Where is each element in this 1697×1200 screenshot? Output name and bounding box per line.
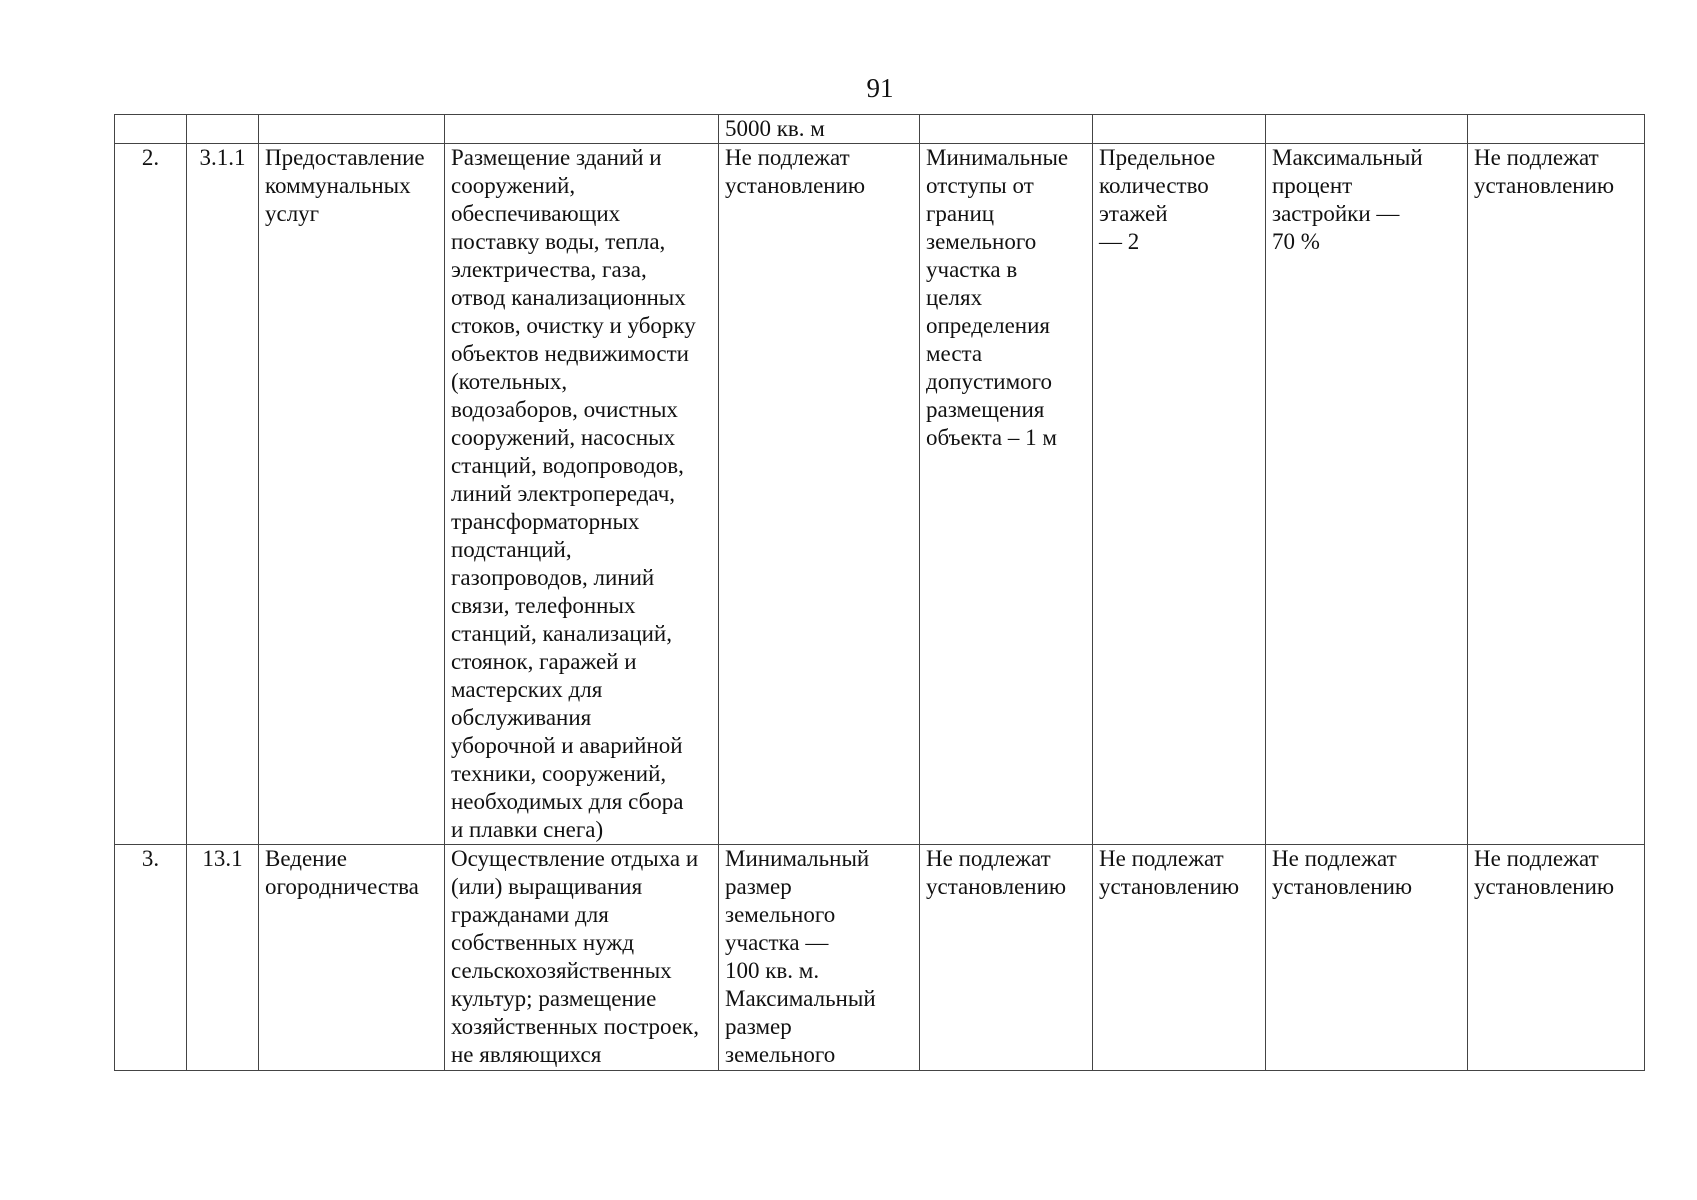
plot-size: Минимальный размер земельного участка — 100 кв. м. Максимальный размер земельного (719, 845, 920, 1071)
table-cell (1468, 115, 1645, 144)
table-cell (1093, 115, 1266, 144)
row-number: 2. (115, 144, 187, 845)
other-params: Не подлежат установлению (1468, 845, 1645, 1071)
table-cell (1266, 115, 1468, 144)
build-percent: Не подлежат установлению (1266, 845, 1468, 1071)
table-cell (920, 115, 1093, 144)
table-row (115, 845, 1645, 1071)
row-code: 3.1.1 (187, 144, 259, 845)
setbacks: Минимальные отступы от границ земельного участка в целях определения места допустимого размещения объекта – 1 м (920, 144, 1093, 845)
page-number: 91 (866, 73, 894, 103)
table-cell (115, 115, 187, 144)
use-name: Предоставление коммунальных услуг (259, 144, 445, 845)
use-description: Размещение зданий и сооружений, обеспечивающих поставку воды, тепла, электричества, газа, отвод канализационных стоков, очистку и уборку объектов недвижимости (котельных, водозаборов, очистных сооружений, насосных станций, водопроводов, линий электропередач, трансформаторных подстанций, газопроводов, линий связи, телефонных станций, канализаций, стоянок, гаражей и мастерских для обслуживания уборочной и аварийной техники, сооружений, необходимых для сбора и плавки снега) (445, 144, 719, 845)
table-cell-plot-size (719, 115, 920, 144)
other-params: Не подлежат установлению (1468, 144, 1645, 845)
table-cell (445, 115, 719, 144)
use-description: Осуществление отдыха и (или) выращивания гражданами для собственных нужд сельскохозяйственных культур; размещение хозяйственных построек, не являющихся (445, 845, 719, 1071)
floors-limit: Предельное количество этажей — 2 (1093, 144, 1266, 845)
row-code: 13.1 (187, 845, 259, 1071)
regulations-table (114, 114, 1645, 1071)
row-number: 3. (115, 845, 187, 1071)
cell-text: 5000 кв. м (725, 116, 825, 141)
table-row (115, 144, 1645, 845)
floors-limit: Не подлежат установлению (1093, 845, 1266, 1071)
use-name: Ведение огородничества (259, 845, 445, 1071)
table-cell (259, 115, 445, 144)
table-row-continuation (115, 115, 1645, 144)
setbacks: Не подлежат установлению (920, 845, 1093, 1071)
build-percent: Максимальный процент застройки — 70 % (1266, 144, 1468, 845)
plot-size: Не подлежат установлению (719, 144, 920, 845)
table-cell (187, 115, 259, 144)
